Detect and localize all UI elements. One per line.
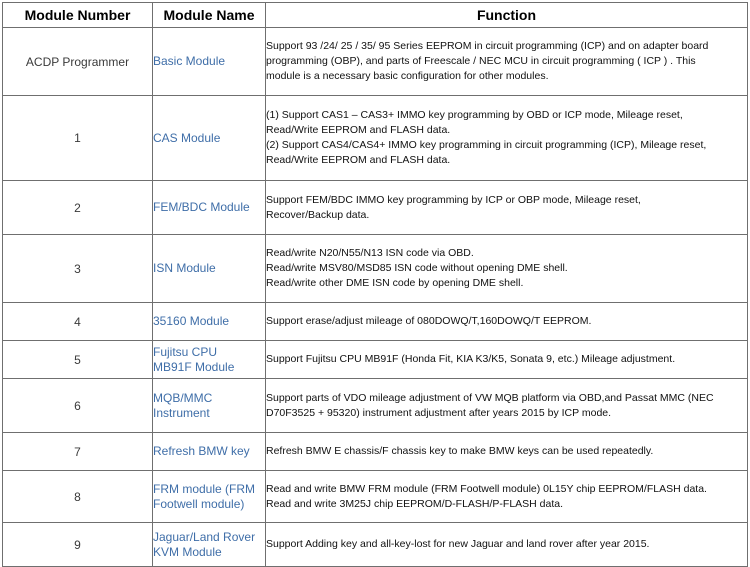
header-module-name: Module Name bbox=[153, 3, 266, 28]
module-name-link[interactable]: CAS Module bbox=[153, 130, 221, 145]
module-name-link[interactable]: Footwell module) bbox=[153, 496, 245, 511]
module-number-cell: ACDP Programmer bbox=[3, 28, 153, 96]
module-name-cell[interactable] bbox=[153, 379, 266, 433]
module-name-cell[interactable] bbox=[153, 471, 266, 523]
module-name-link[interactable]: FEM/BDC Module bbox=[153, 200, 250, 214]
module-name-link[interactable]: Jaguar/Land Rover bbox=[153, 529, 256, 544]
module-number-cell: 5 bbox=[3, 341, 153, 379]
function-text-line: Refresh BMW E chassis/F chassis key to make BMW keys can be used repeatedly. bbox=[266, 445, 654, 457]
function-text-line: Support Fujitsu CPU MB91F (Honda Fit, KIA K3/K5, Sonata 9, etc.) Mileage adjustment. bbox=[266, 353, 676, 365]
table-row bbox=[3, 28, 748, 96]
function-text-line: (2) Support CAS4/CAS4+ IMMO key programming in circuit programming (ICP), Mileage reset, bbox=[266, 139, 707, 151]
table-row bbox=[3, 471, 748, 523]
table-row bbox=[3, 303, 748, 341]
function-text-line: Support erase/adjust mileage of 080DOWQ/T,160DOWQ/T EEPROM. bbox=[266, 315, 592, 327]
module-name-link[interactable]: 35160 Module bbox=[153, 314, 230, 328]
module-name-cell[interactable] bbox=[153, 181, 266, 235]
function-text-line: Support 93 /24/ 25 / 35/ 95 Series EEPROM in circuit programming (ICP) and on adapter board bbox=[266, 40, 709, 52]
function-text-line: programming (OBP), and parts of Freescale / NEC MCU in circuit programming ( ICP ) . This bbox=[266, 55, 696, 67]
module-number-cell: 3 bbox=[3, 235, 153, 303]
module-name-cell[interactable] bbox=[153, 341, 266, 379]
function-text-line: Read/Write EEPROM and FLASH data. bbox=[266, 154, 451, 166]
function-cell bbox=[266, 471, 748, 523]
module-number-cell: 2 bbox=[3, 181, 153, 235]
function-text-line: Support parts of VDO mileage adjustment of VW MQB platform via OBD,and Passat MMC (NEC bbox=[266, 391, 714, 404]
function-cell bbox=[266, 379, 748, 433]
function-text-line: Read/write MSV80/MSD85 ISN code without opening DME shell. bbox=[266, 262, 568, 274]
function-text-line: Support Adding key and all-key-lost for new Jaguar and land rover after year 2015. bbox=[266, 538, 650, 550]
function-text-line: Support FEM/BDC IMMO key programming by ICP or OBP mode, Mileage reset, bbox=[266, 193, 641, 206]
module-name-cell[interactable] bbox=[153, 28, 266, 96]
table-body bbox=[3, 28, 748, 567]
function-cell bbox=[266, 433, 748, 471]
module-number-cell: 1 bbox=[3, 96, 153, 181]
module-name-link[interactable]: Instrument bbox=[153, 405, 210, 420]
module-number-cell: 4 bbox=[3, 303, 153, 341]
module-number-cell: 7 bbox=[3, 433, 153, 471]
function-text-line: module is a necessary basic configuration for other modules. bbox=[266, 70, 549, 82]
table-row bbox=[3, 341, 748, 379]
function-cell bbox=[266, 303, 748, 341]
module-name-cell[interactable] bbox=[153, 433, 266, 471]
function-text-line: Read/Write EEPROM and FLASH data. bbox=[266, 124, 451, 136]
module-name-link[interactable]: Fujitsu CPU bbox=[153, 344, 218, 359]
header-function: Function bbox=[266, 3, 748, 28]
module-name-cell[interactable] bbox=[153, 96, 266, 181]
function-cell bbox=[266, 341, 748, 379]
module-name-cell[interactable] bbox=[153, 523, 266, 567]
table-row bbox=[3, 96, 748, 181]
module-name-link[interactable]: Basic Module bbox=[153, 54, 226, 68]
table-row bbox=[3, 235, 748, 303]
function-text-line: Read and write 3M25J chip EEPROM/D-FLASH/P-FLASH data. bbox=[266, 497, 564, 510]
function-text-line: Read/write other DME ISN code by opening DME shell. bbox=[266, 277, 524, 289]
header-module-number: Module Number bbox=[3, 3, 153, 28]
function-text-line: Read/write N20/N55/N13 ISN code via OBD. bbox=[266, 247, 474, 259]
function-text-line: D70F3525 + 95320) instrument adjustment after years 2015 by ICP mode. bbox=[266, 406, 612, 419]
table-row bbox=[3, 181, 748, 235]
table-row bbox=[3, 433, 748, 471]
module-name-link[interactable]: ISN Module bbox=[153, 261, 216, 275]
module-name-cell[interactable] bbox=[153, 303, 266, 341]
table-row bbox=[3, 379, 748, 433]
module-number-cell: 9 bbox=[3, 523, 153, 567]
function-cell bbox=[266, 181, 748, 235]
function-cell bbox=[266, 96, 748, 181]
module-name-link[interactable]: KVM Module bbox=[153, 544, 222, 559]
module-number-cell: 8 bbox=[3, 471, 153, 523]
table-row bbox=[3, 523, 748, 567]
function-text-line: (1) Support CAS1 – CAS3+ IMMO key programming by OBD or ICP mode, Mileage reset, bbox=[266, 109, 683, 121]
header-row bbox=[3, 3, 748, 28]
function-cell bbox=[266, 523, 748, 567]
module-number-cell: 6 bbox=[3, 379, 153, 433]
function-cell bbox=[266, 28, 748, 96]
module-name-link[interactable]: FRM module (FRM bbox=[153, 481, 256, 496]
function-text-line: Recover/Backup data. bbox=[266, 208, 370, 221]
module-name-link[interactable]: Refresh BMW key bbox=[153, 444, 250, 458]
module-name-cell[interactable] bbox=[153, 235, 266, 303]
module-table bbox=[2, 2, 748, 567]
function-text-line: Read and write BMW FRM module (FRM Footwell module) 0L15Y chip EEPROM/FLASH data. bbox=[266, 482, 707, 495]
module-name-link[interactable]: MB91F Module bbox=[153, 359, 235, 374]
module-name-link[interactable]: MQB/MMC bbox=[153, 390, 213, 405]
function-cell bbox=[266, 235, 748, 303]
